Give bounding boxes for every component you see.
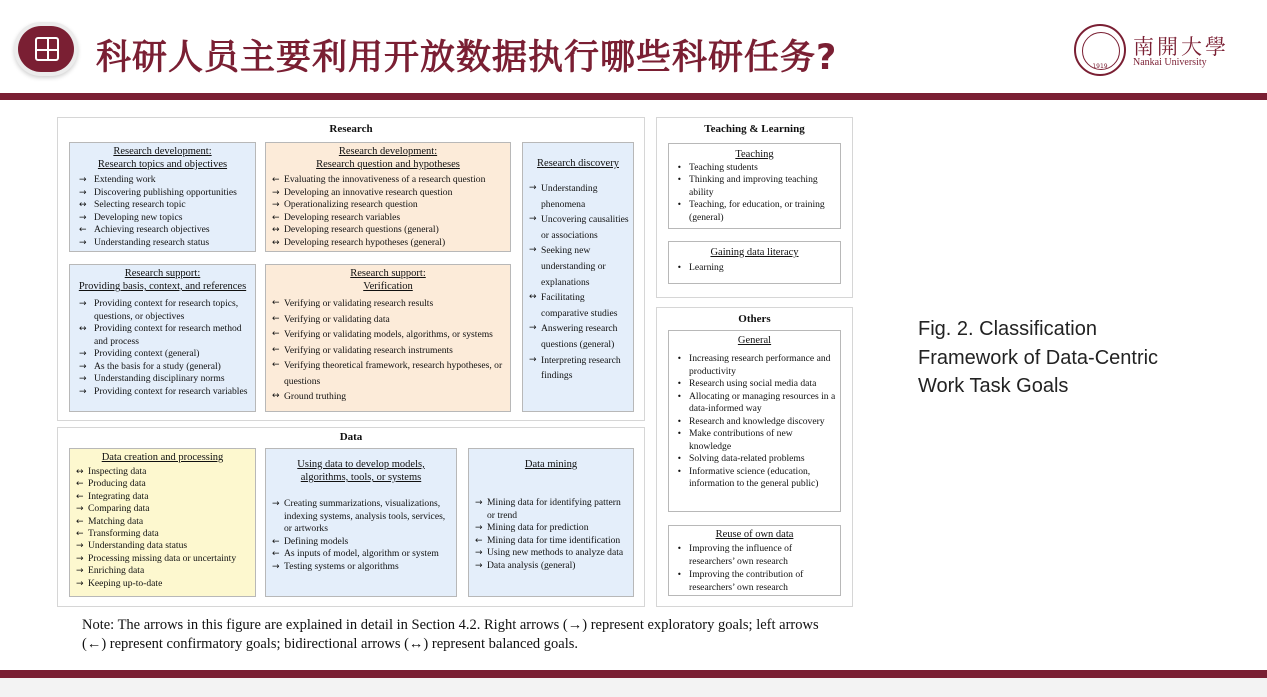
arrow-icon: →: [76, 504, 84, 515]
box-teaching: [668, 143, 841, 229]
list-item: [70, 516, 255, 528]
list-item-text: Verifying or validating data: [284, 313, 390, 325]
item-list: [266, 498, 456, 573]
list-item: [669, 568, 840, 594]
list-item-text: Increasing research performance and productivity: [689, 353, 831, 377]
bullet-icon: •: [677, 570, 682, 579]
list-item-text: Verifying theoretical framework, research hypotheses, or questions: [284, 360, 503, 387]
list-item: [70, 373, 255, 386]
arrow-icon: →: [529, 323, 537, 334]
list-item-text: Developing research questions (general): [284, 224, 439, 235]
box-data-literacy: [668, 241, 841, 284]
list-item-text: Enriching data: [88, 565, 145, 577]
arrow-icon: ←: [76, 479, 84, 490]
list-item: [469, 522, 633, 535]
list-item-text: Inspecting data: [88, 466, 147, 477]
list-item-text: Providing context (general): [94, 348, 200, 359]
list-item-text: Producing data: [88, 478, 146, 490]
box-heading: Reuse of own data: [715, 529, 794, 540]
footer-divider: [0, 670, 1267, 678]
list-item: [266, 389, 510, 405]
list-item: [70, 348, 255, 361]
list-item-text: Seeking new understanding or explanations: [541, 245, 606, 288]
item-list: [669, 162, 840, 224]
arrow-icon: →: [529, 183, 537, 193]
list-item: [266, 174, 510, 187]
list-item-text: Mining data for time identification: [487, 534, 621, 546]
teaching-panel: [656, 117, 853, 298]
box-heading: Using data to develop models, algorithms, tools, or systems: [297, 459, 425, 483]
list-item-text: Developing research variables: [284, 211, 401, 223]
list-item-text: Research using social media data: [689, 378, 817, 389]
list-item-text: Allocating or managing resources in a data-informed way: [689, 390, 836, 414]
list-item-text: Research and knowledge discovery: [689, 415, 825, 427]
bullet-icon: •: [677, 391, 682, 401]
list-item-text: Make contributions of new knowledge: [689, 428, 793, 452]
box-research-questions: [265, 142, 511, 252]
arrow-icon: ↔: [79, 200, 87, 210]
arrow-icon: ←: [76, 529, 84, 540]
list-item: [669, 353, 840, 378]
arrow-icon: →: [79, 349, 87, 359]
box-research-support-basis: [69, 264, 256, 412]
list-item: [70, 199, 255, 212]
list-item: [70, 174, 255, 187]
box-data-creation: [69, 448, 256, 597]
list-item-text: Verifying or validating research results: [284, 298, 434, 309]
list-item: [469, 535, 633, 548]
arrow-icon: ←: [272, 549, 280, 559]
list-item-text: Processing missing data or uncertainty: [88, 552, 237, 564]
list-item: [669, 542, 840, 568]
box-heading: Research support: Providing basis, context, and references: [78, 268, 247, 292]
list-item-text: Ground truthing: [284, 391, 347, 402]
list-item: [266, 312, 510, 328]
arrow-icon: →: [272, 200, 280, 210]
list-item-text: Understanding data status: [88, 540, 188, 552]
arrow-icon: →: [76, 578, 84, 589]
arrow-icon: →: [76, 566, 84, 577]
box-heading: Research discovery: [537, 158, 619, 169]
list-item-text: Keeping up-to-date: [88, 577, 163, 589]
item-list: [669, 262, 840, 275]
item-list: [70, 298, 255, 398]
university-name-en: Nankai University: [1133, 57, 1207, 68]
bullet-icon: •: [677, 354, 682, 363]
list-item-text: Understanding disciplinary norms: [94, 373, 225, 384]
item-list: [469, 497, 633, 572]
list-item-text: Verifying or validating models, algorithms, or systems: [284, 329, 493, 340]
bullet-icon: •: [677, 379, 682, 388]
list-item: [70, 553, 255, 565]
list-item-text: Extending work: [94, 174, 156, 185]
list-item-text: Mining data for identifying pattern or trend: [487, 497, 621, 521]
arrow-icon: →: [79, 361, 87, 372]
list-item-text: Mining data for prediction: [487, 522, 589, 533]
list-item-text: Providing context for research topics, questions, or objectives: [94, 298, 239, 322]
list-item: [266, 187, 510, 200]
list-item: [70, 361, 255, 374]
arrow-icon: ↔: [529, 292, 537, 303]
data-panel: [57, 427, 645, 607]
list-item: [523, 181, 633, 212]
list-item-text: Improving the contribution of researchers’ own research: [689, 569, 804, 593]
list-item: [70, 540, 255, 552]
arrow-icon: →: [475, 523, 483, 533]
arrow-icon: →: [79, 374, 87, 384]
list-item-text: Achieving research objectives: [94, 224, 210, 235]
item-list: [70, 174, 255, 249]
list-item-text: Verifying or validating research instruments: [284, 344, 453, 356]
arrow-icon: ↔: [272, 225, 280, 235]
list-item: [669, 262, 840, 275]
list-item-text: Developing new topics: [94, 211, 183, 223]
list-item: [266, 199, 510, 212]
others-title: Others: [738, 313, 771, 325]
arrow-icon: ↔: [79, 324, 87, 334]
arrow-icon: →: [79, 299, 87, 309]
list-item-text: Developing an innovative research question: [284, 186, 453, 198]
list-item: [266, 548, 456, 561]
list-item: [669, 174, 840, 199]
arrow-icon: ↔: [76, 467, 84, 477]
box-heading: General: [737, 335, 772, 346]
figure-caption: Fig. 2. Classification Framework of Data-Centric Work Task Goals: [918, 318, 1159, 397]
list-item: [669, 162, 840, 174]
teaching-title: Teaching & Learning: [704, 123, 805, 135]
arrow-icon: →: [475, 548, 483, 558]
arrow-icon: ←: [79, 225, 87, 235]
list-item-text: Defining models: [284, 535, 349, 547]
list-item: [266, 296, 510, 312]
list-item-text: Teaching, for education, or training (general): [689, 199, 825, 223]
arrow-icon: →: [475, 560, 483, 571]
bullet-icon: •: [677, 200, 682, 210]
list-item: [469, 547, 633, 560]
header-divider: [0, 93, 1267, 100]
list-item: [266, 237, 510, 250]
arrow-icon: ←: [272, 360, 280, 370]
box-heading: Data creation and processing: [101, 452, 224, 463]
box-general: [668, 330, 841, 512]
list-item: [70, 578, 255, 590]
list-item: [70, 237, 255, 250]
list-item: [70, 503, 255, 515]
arrow-icon: →: [272, 499, 280, 509]
arrow-icon: →: [79, 187, 87, 198]
list-item: [669, 199, 840, 224]
bullet-icon: •: [677, 163, 682, 172]
others-panel: [656, 307, 853, 607]
list-item: [669, 428, 840, 453]
list-item-text: Selecting research topic: [94, 199, 186, 210]
list-item: [669, 391, 840, 416]
bullet-icon: •: [677, 544, 682, 553]
arrow-icon: →: [79, 386, 87, 397]
page-title: 科研人员主要利用开放数据执行哪些科研任务?: [96, 38, 838, 78]
list-item-text: Creating summarizations, visualizations, indexing systems, analysis tools, services, or artworks: [284, 498, 446, 534]
list-item: [266, 358, 510, 389]
item-list: [669, 353, 840, 491]
arrow-icon: →: [79, 175, 87, 185]
list-item: [70, 298, 255, 323]
list-item: [70, 212, 255, 225]
data-title: Data: [339, 431, 363, 443]
item-list: [669, 542, 840, 594]
box-research-discovery: [522, 142, 634, 412]
list-item-text: Teaching students: [689, 162, 758, 173]
list-item: [266, 536, 456, 549]
arrow-icon: ←: [272, 175, 280, 185]
seal-year: 1919: [1092, 63, 1108, 70]
arrow-icon: ←: [272, 298, 280, 308]
box-using-data-models: [265, 448, 457, 597]
research-title: Research: [329, 123, 373, 135]
list-item-text: Understanding phenomena: [541, 183, 598, 210]
list-item: [70, 466, 255, 478]
list-item: [266, 561, 456, 574]
box-heading: Gaining data literacy: [710, 247, 799, 258]
bullet-icon: •: [677, 416, 682, 426]
list-item: [669, 378, 840, 391]
list-item: [70, 565, 255, 577]
list-item-text: Transforming data: [88, 528, 159, 540]
list-item: [266, 224, 510, 237]
list-item: [669, 453, 840, 466]
box-research-verification: [265, 264, 511, 412]
arrow-icon: ←: [272, 536, 280, 547]
calculator-logo-icon: [14, 22, 78, 76]
list-item: [469, 497, 633, 522]
list-item-text: Informative science (education, information to the general public): [689, 465, 819, 489]
research-panel: [57, 117, 645, 421]
list-item: [523, 290, 633, 321]
list-item: [523, 353, 633, 384]
list-item-text: Data analysis (general): [487, 559, 576, 571]
box-heading: Teaching: [735, 149, 774, 160]
arrow-icon: →: [79, 212, 87, 223]
arrow-icon: ↔: [272, 237, 280, 248]
arrow-icon: ←: [272, 344, 280, 355]
arrow-icon: ←: [272, 329, 280, 339]
bullet-icon: •: [677, 429, 682, 438]
list-item: [266, 212, 510, 225]
list-item-text: Evaluating the innovativeness of a research question: [284, 174, 486, 185]
item-list: [266, 174, 510, 249]
arrow-icon: ↔: [272, 391, 280, 401]
list-item-text: As inputs of model, algorithm or system: [284, 548, 439, 559]
list-item-text: Facilitating comparative studies: [541, 292, 618, 319]
box-heading: Data mining: [524, 459, 578, 470]
list-item: [523, 243, 633, 290]
list-item-text: Matching data: [88, 515, 144, 527]
university-seal-icon: [1074, 24, 1126, 76]
university-name-cn: 南開大學: [1133, 35, 1229, 59]
list-item-text: Thinking and improving teaching ability: [689, 174, 818, 198]
box-heading: Research support: Verification: [350, 268, 426, 292]
list-item: [70, 491, 255, 503]
arrow-icon: →: [79, 237, 87, 248]
list-item: [70, 323, 255, 348]
list-item-text: Testing systems or algorithms: [284, 560, 399, 572]
list-item: [469, 560, 633, 573]
box-heading: Research development: Research question and hypotheses: [316, 146, 460, 170]
arrow-icon: →: [529, 245, 537, 256]
box-data-mining: [468, 448, 634, 597]
arrow-icon: →: [272, 187, 280, 198]
arrow-icon: →: [475, 498, 483, 508]
list-item-text: Improving the influence of researchers’ own research: [689, 543, 793, 567]
list-item: [70, 478, 255, 490]
list-item-text: Operationalizing research question: [284, 199, 418, 210]
list-item: [523, 321, 633, 352]
arrow-icon: →: [272, 561, 280, 572]
bullet-icon: •: [677, 175, 682, 185]
list-item-text: Solving data-related problems: [689, 453, 805, 464]
list-item: [523, 212, 633, 243]
bullet-icon: •: [677, 466, 682, 476]
slide-header: [0, 0, 1267, 93]
list-item-text: Integrating data: [88, 490, 149, 502]
list-item-text: Learning: [689, 262, 724, 273]
list-item-text: Providing context for research variables: [94, 385, 248, 397]
list-item-text: Providing context for research method and process: [94, 323, 242, 347]
bullet-icon: •: [677, 454, 682, 463]
list-item-text: As the basis for a study (general): [94, 360, 221, 372]
footer-strip: [0, 678, 1267, 697]
list-item: [669, 466, 840, 491]
list-item: [70, 386, 255, 399]
arrow-icon: →: [76, 553, 84, 564]
arrow-icon: ←: [272, 212, 280, 223]
arrow-icon: ←: [76, 491, 84, 502]
list-item-text: Interpreting research findings: [541, 354, 621, 382]
list-item-text: Developing research hypotheses (general): [284, 236, 446, 248]
list-item: [70, 187, 255, 200]
list-item: [266, 327, 510, 343]
list-item-text: Comparing data: [88, 503, 150, 515]
box-research-topics: [69, 142, 256, 252]
arrow-icon: ←: [272, 313, 280, 324]
list-item: [669, 416, 840, 429]
list-item-text: Discovering publishing opportunities: [94, 186, 237, 198]
list-item: [70, 224, 255, 237]
list-item-text: Understanding research status: [94, 236, 210, 248]
arrow-icon: →: [529, 214, 537, 225]
item-list: [266, 296, 510, 405]
figure-note: Note: The arrows in this figure are explained in detail in Section 4.2. Right arrows (→) represent exploratory goals; left arrows (←) represent confirmatory goals; bidirectional arrows (↔) represent balanced goals.: [82, 617, 819, 652]
item-list: [523, 181, 633, 384]
list-item-text: Answering research questions (general): [541, 323, 618, 350]
arrow-icon: →: [529, 354, 537, 365]
list-item: [70, 528, 255, 540]
bullet-icon: •: [677, 263, 682, 272]
list-item: [266, 343, 510, 359]
box-heading: Research development: Research topics and objectives: [97, 146, 228, 170]
item-list: [70, 466, 255, 590]
arrow-icon: ←: [76, 516, 84, 527]
list-item: [266, 498, 456, 536]
list-item-text: Uncovering causalities or associations: [541, 214, 629, 241]
box-reuse-own-data: [668, 525, 841, 596]
arrow-icon: →: [76, 541, 84, 552]
arrow-icon: ←: [475, 535, 483, 546]
list-item-text: Using new methods to analyze data: [487, 547, 624, 558]
